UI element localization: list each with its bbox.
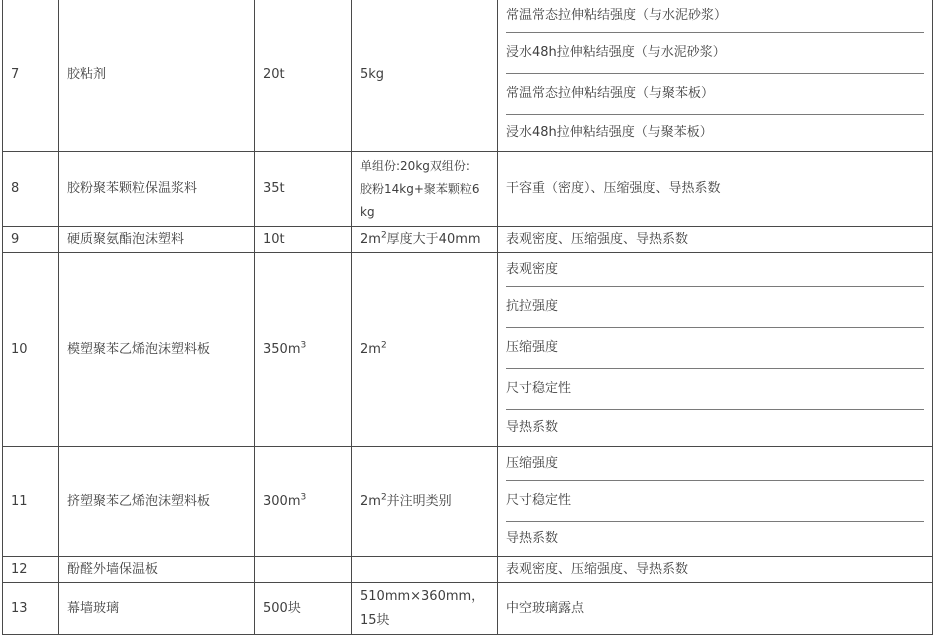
test-item: 中空玻璃露点 bbox=[506, 600, 585, 616]
material-name: 幕墙玻璃 bbox=[59, 583, 255, 635]
test-item: 压缩强度 bbox=[506, 328, 924, 369]
batch-quantity bbox=[255, 557, 352, 583]
test-spec-table bbox=[2, 0, 933, 635]
sample-amount: $2m^2$ bbox=[352, 253, 498, 447]
sample-line: 15块 bbox=[360, 612, 390, 628]
material-name: 模塑聚苯乙烯泡沫塑料板 bbox=[59, 253, 255, 447]
test-items bbox=[498, 253, 933, 447]
test-item: 尺寸稳定性 bbox=[506, 481, 924, 522]
row-number: 9 bbox=[3, 227, 59, 253]
test-items bbox=[498, 227, 933, 253]
batch-quantity: 20t bbox=[255, 0, 352, 152]
test-item: 干容重（密度）、压缩强度、导热系数 bbox=[506, 181, 721, 196]
material-name: 胶粘剂 bbox=[59, 0, 255, 152]
test-item: 抗拉强度 bbox=[506, 287, 924, 328]
test-items bbox=[498, 557, 933, 583]
sample-amount bbox=[352, 583, 498, 635]
table-row bbox=[3, 583, 933, 635]
row-number: 12 bbox=[3, 557, 59, 583]
sample-line: kg bbox=[360, 204, 375, 219]
table-row bbox=[3, 557, 933, 583]
test-item: 导热系数 bbox=[506, 420, 559, 435]
sample-line: 单组份:20kg双组份: bbox=[360, 158, 470, 173]
table-row bbox=[3, 447, 933, 557]
batch-quantity: 500块 bbox=[255, 583, 352, 635]
test-item: 表观密度、压缩强度、导热系数 bbox=[506, 231, 689, 247]
material-name: 胶粉聚苯颗粒保温浆料 bbox=[59, 152, 255, 227]
batch-quantity: $350m^3$ bbox=[255, 253, 352, 447]
material-name: 酚醛外墙保温板 bbox=[59, 557, 255, 583]
sample-amount bbox=[352, 557, 498, 583]
material-name: 硬质聚氨酯泡沫塑料 bbox=[59, 227, 255, 253]
batch-quantity: 35t bbox=[255, 152, 352, 227]
test-items bbox=[498, 0, 933, 152]
sample-amount bbox=[352, 152, 498, 227]
sample-amount: $2m^2$并注明类别 bbox=[352, 447, 498, 557]
batch-quantity: $300m^3$ bbox=[255, 447, 352, 557]
test-item: 尺寸稳定性 bbox=[506, 369, 924, 410]
table-row bbox=[3, 227, 933, 253]
test-items bbox=[498, 447, 933, 557]
test-item: 常温常态拉伸粘结强度（与水泥砂浆） bbox=[506, 0, 924, 33]
table-row bbox=[3, 152, 933, 227]
test-item: 导热系数 bbox=[506, 531, 559, 546]
test-item: 浸水48h拉伸粘结强度（与水泥砂浆） bbox=[506, 33, 924, 74]
material-name: 挤塑聚苯乙烯泡沫塑料板 bbox=[59, 447, 255, 557]
table-row bbox=[3, 253, 933, 447]
test-item: 常温常态拉伸粘结强度（与聚苯板） bbox=[506, 74, 924, 115]
test-item: 浸水48h拉伸粘结强度（与聚苯板） bbox=[506, 125, 713, 140]
sample-amount: $2m^2$厚度大于40mm bbox=[352, 227, 498, 253]
sample-line: 胶粉14kg+聚苯颗粒6 bbox=[360, 181, 480, 196]
row-number: 11 bbox=[3, 447, 59, 557]
table-row bbox=[3, 0, 933, 152]
test-items bbox=[498, 583, 933, 635]
sample-amount: 5kg bbox=[352, 0, 498, 152]
row-number: 10 bbox=[3, 253, 59, 447]
row-number: 7 bbox=[3, 0, 59, 152]
row-number: 8 bbox=[3, 152, 59, 227]
batch-quantity: 10t bbox=[255, 227, 352, 253]
sample-line: 510mm×360mm， bbox=[360, 588, 485, 604]
test-item: 表观密度 bbox=[506, 253, 924, 287]
test-item: 压缩强度 bbox=[506, 447, 924, 481]
test-items bbox=[498, 152, 933, 227]
test-item: 表观密度、压缩强度、导热系数 bbox=[506, 561, 689, 577]
row-number: 13 bbox=[3, 583, 59, 635]
